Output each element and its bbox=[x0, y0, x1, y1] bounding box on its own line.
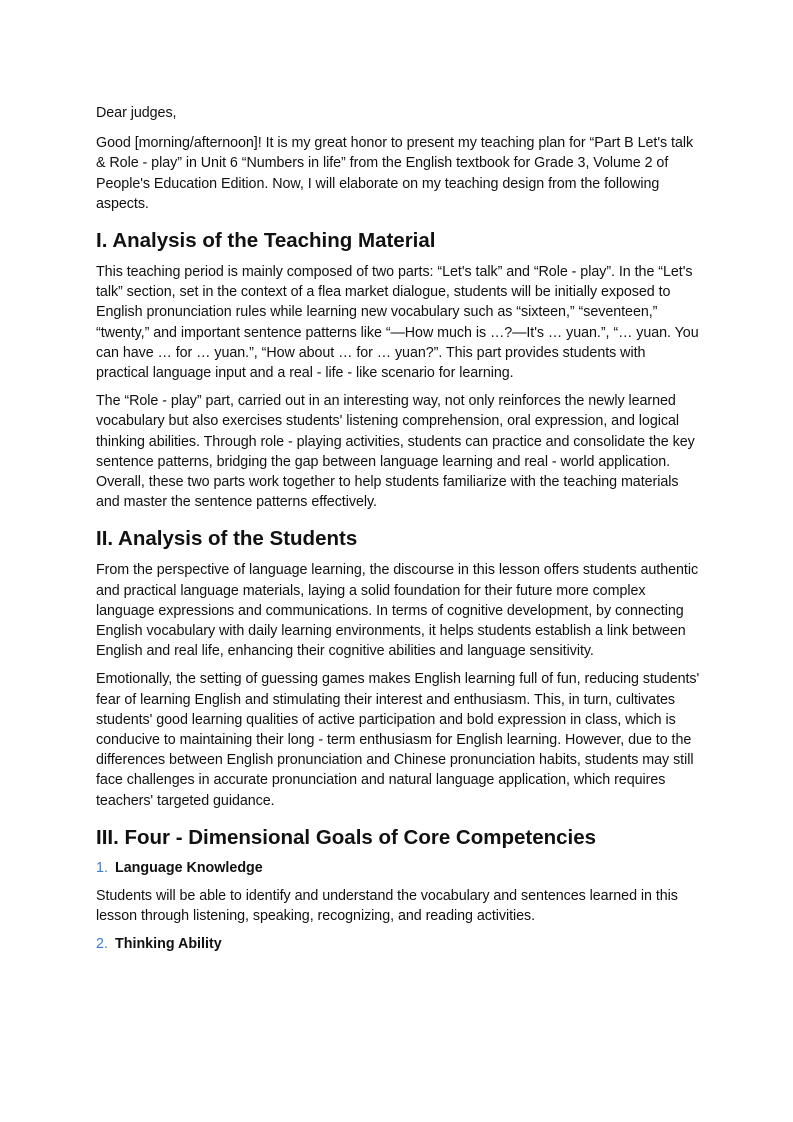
teaching-material-paragraph-2: The “Role - play” part, carried out in an interesting way, not only reinforces the newly learned vocabulary but also exercises students' listening comprehension, oral expression, and logical thinking abilities. Through role - playing activities, students can practice and consolidate the key sentence patterns, bridging the gap between language learning and real - world application. Overall, these two parts work together to help students familiarize with the teaching materials and master the sentence patterns effectively. bbox=[96, 393, 695, 511]
list-item-title: Language Knowledge bbox=[115, 859, 263, 876]
list-number: 1. bbox=[96, 859, 108, 876]
section-heading-students: II. Analysis of the Students bbox=[96, 527, 358, 551]
document-page bbox=[96, 103, 702, 962]
salutation: Dear judges, bbox=[96, 105, 177, 121]
section-heading-core-competencies: III. Four - Dimensional Goals of Core Competencies bbox=[96, 825, 597, 849]
students-paragraph-2: Emotionally, the setting of guessing games makes English learning full of fun, reducing students' fear of learning English and stimulating their interest and enthusiasm. This, in turn, cultivates students' good learning qualities of active participation and bold expression in class, which is conducive to maintaining their long - term enthusiasm for English learning. However, due to the differences between English pronunciation and Chinese pronunciation habits, students may still face challenges in accurate pronunciation and natural language application, which requires teachers' targeted guidance. bbox=[96, 671, 700, 809]
list-item-language-knowledge bbox=[96, 858, 702, 878]
list-item-thinking-ability bbox=[96, 934, 702, 954]
language-knowledge-paragraph: Students will be able to identify and understand the vocabulary and sentences learned in this lesson through listening, speaking, recognizing, and reading activities. bbox=[96, 887, 678, 925]
section-heading-teaching-material: I. Analysis of the Teaching Material bbox=[96, 229, 436, 253]
intro-paragraph: Good [morning/afternoon]! It is my great honor to present my teaching plan for “Part B Let's talk & Role - play” in Unit 6 “Numbers in life” from the English textbook for Grade 3, Volume 2 of People's Education Edition. Now, I will elaborate on my teaching design from the following aspects. bbox=[96, 135, 694, 212]
list-number: 2. bbox=[96, 936, 108, 953]
teaching-material-paragraph-1: This teaching period is mainly composed of two parts: “Let's talk” and “Role - play”. In the “Let's talk” section, set in the context of a flea market dialogue, students will be initially exposed to English pronunciation rules while learning new vocabulary such as “sixteen,” “seventeen,” “twenty,” and important sentence patterns like “—How much is …?—It's … yuan.”, “… yuan. You can have … for … yuan.”, “How about … for … yuan?”. This part provides students with practical language input and a real - life - like scenario for learning. bbox=[96, 264, 699, 382]
list-item-title: Thinking Ability bbox=[115, 936, 222, 953]
students-paragraph-1: From the perspective of language learning, the discourse in this lesson offers students authentic and practical language materials, laying a solid foundation for their future more complex language expressions and communications. In terms of cognitive development, by connecting English vocabulary with daily learning environments, it helps students establish a link between English and real life, enhancing their cognitive abilities and language sensitivity. bbox=[96, 562, 699, 660]
